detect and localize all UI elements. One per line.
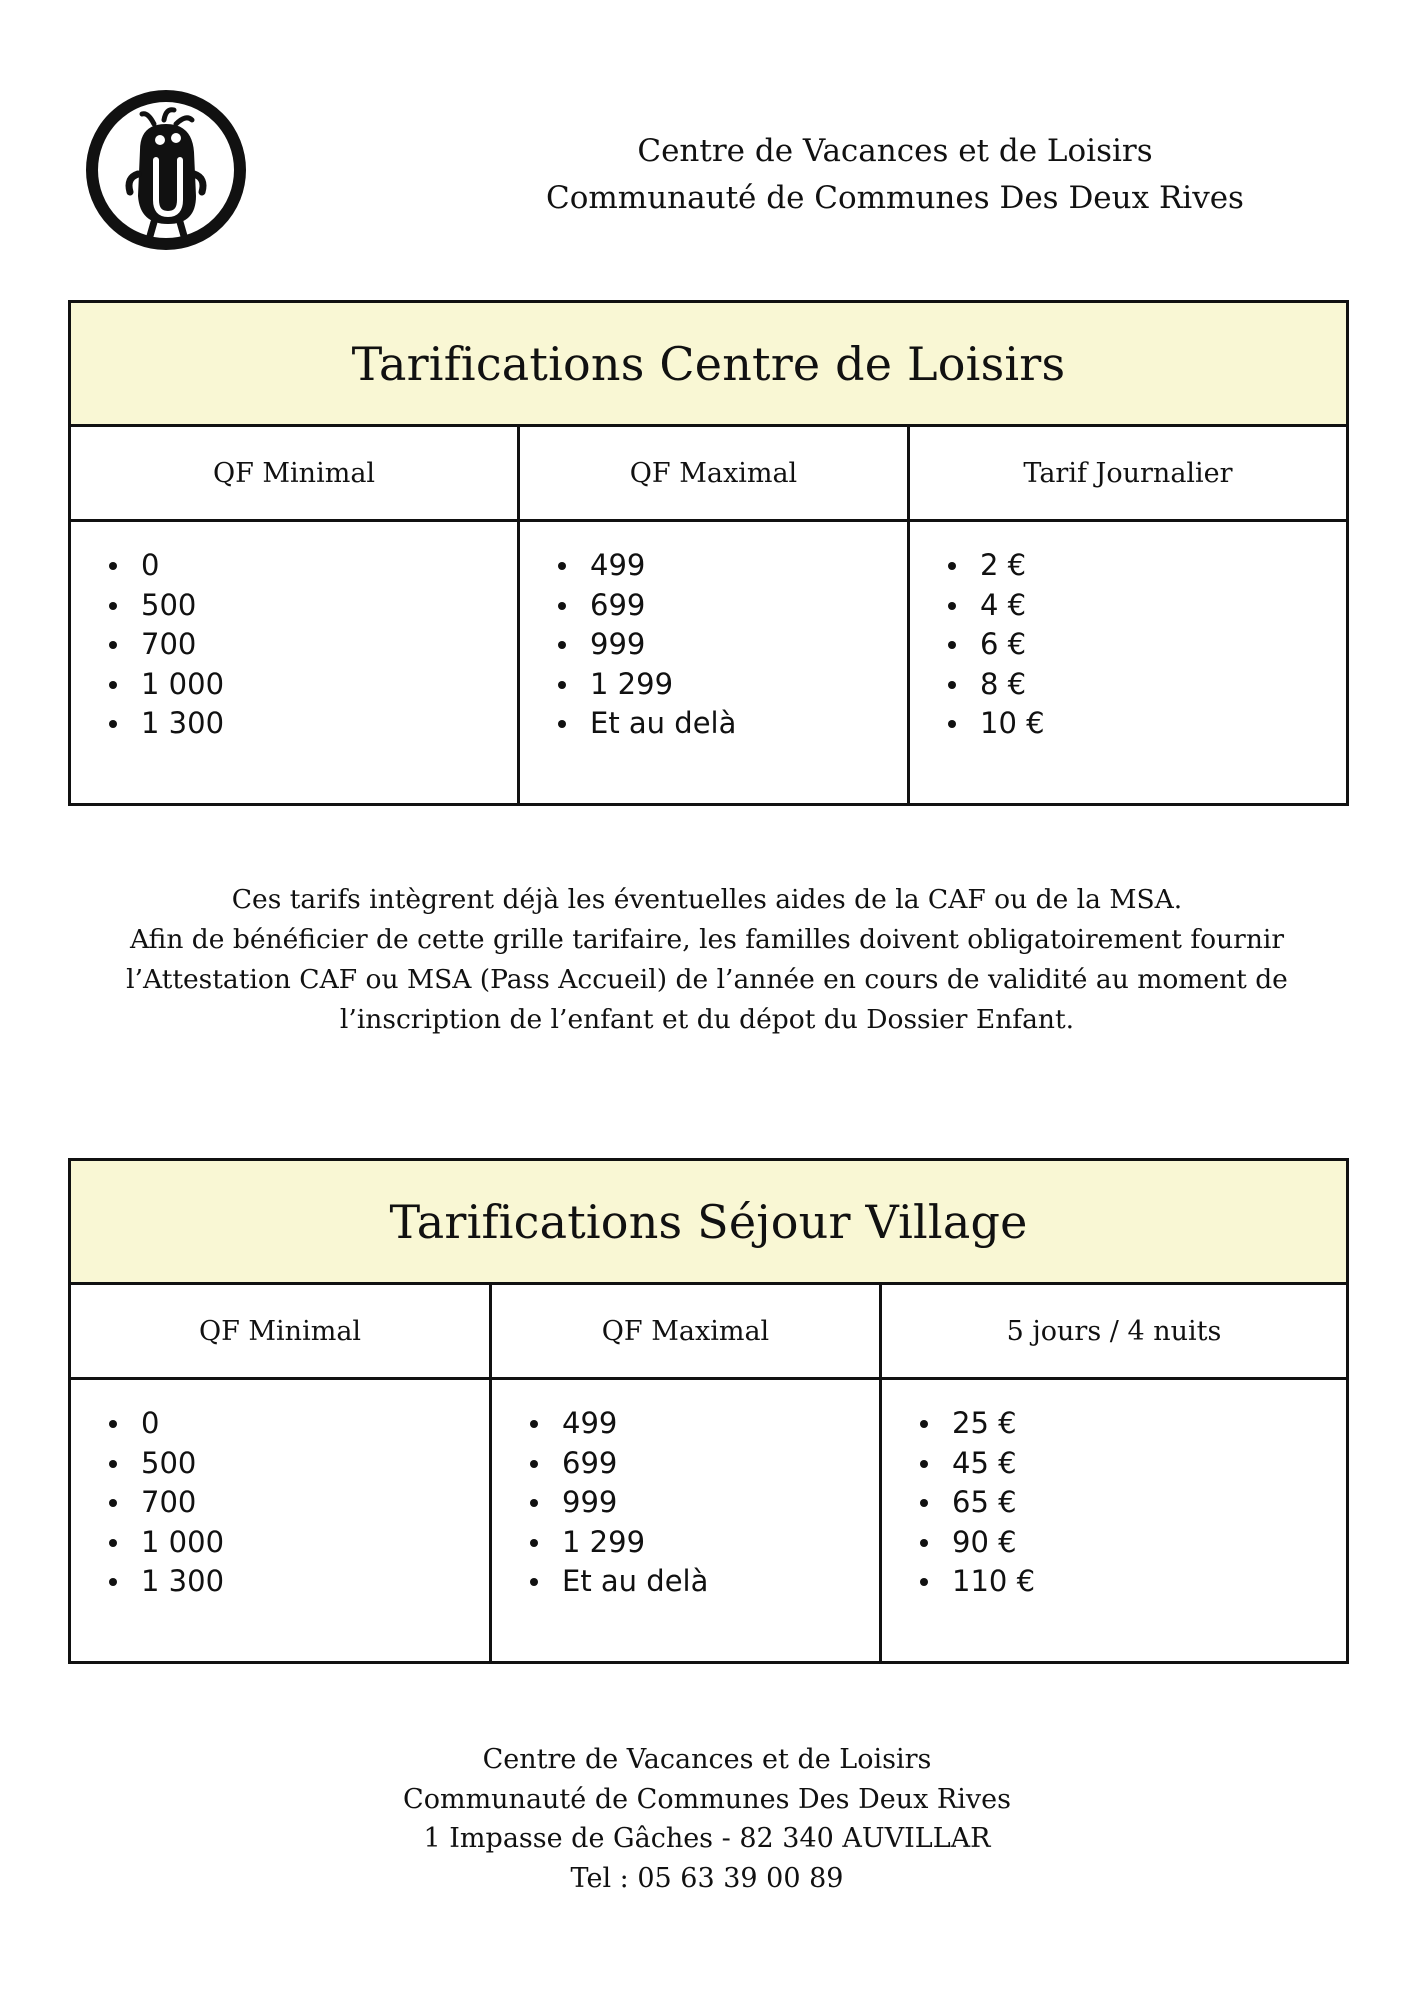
- header-line-2: Communauté de Communes Des Deux Rives: [546, 180, 1244, 216]
- list-item: 1 300: [141, 704, 517, 744]
- tarif-list: [882, 1380, 1346, 1602]
- column-header: QF Minimal: [212, 457, 376, 489]
- list-item: 1 299: [590, 665, 907, 705]
- column-header: QF Maximal: [517, 427, 907, 519]
- note-line: Afin de bénéficier de cette grille tarifaire, les familles doivent obligatoirement fournir: [129, 924, 1285, 955]
- table-title: Tarifications Séjour Village: [71, 1161, 1346, 1285]
- list-item: 1 000: [141, 1523, 489, 1563]
- header-line-1: Centre de Vacances et de Loisirs: [637, 133, 1153, 169]
- list-item: 1 300: [141, 1562, 489, 1602]
- table-body-row: [71, 1380, 1346, 1664]
- list-item: 500: [141, 1444, 489, 1484]
- footer-contact: [300, 1740, 1114, 1898]
- qf-max-list: [492, 1380, 879, 1602]
- list-item: 10 €: [980, 704, 1346, 744]
- pricing-table-sejour-village: [68, 1158, 1349, 1664]
- header: [400, 128, 1390, 222]
- list-item: 8 €: [980, 665, 1346, 705]
- column-header: QF Maximal: [489, 1285, 879, 1377]
- list-item: 45 €: [952, 1444, 1346, 1484]
- footer-line: Centre de Vacances et de Loisirs: [482, 1744, 932, 1775]
- qf-max-cell: [517, 522, 907, 806]
- note-line: l’inscription de l’enfant et du dépot du Dossier Enfant.: [339, 1004, 1075, 1035]
- qf-max-list: [520, 522, 907, 744]
- qf-min-list: [71, 1380, 489, 1602]
- list-item: 499: [590, 546, 907, 586]
- qf-min-cell: [71, 522, 517, 806]
- list-item: Et au delà: [590, 704, 907, 744]
- footer-phone: Tel : 05 63 39 00 89: [570, 1862, 844, 1894]
- table-title: Tarifications Centre de Loisirs: [71, 303, 1346, 427]
- list-item: 500: [141, 586, 517, 626]
- list-item: 700: [141, 625, 517, 665]
- list-item: 999: [562, 1483, 879, 1523]
- tarif-cell: [907, 522, 1346, 806]
- footer-address: 1 Impasse de Gâches - 82 340 AUVILLAR: [423, 1823, 991, 1854]
- list-item: 1 000: [141, 665, 517, 705]
- list-item: 110 €: [952, 1562, 1346, 1602]
- column-header: QF Minimal: [198, 1315, 362, 1347]
- list-item: 65 €: [952, 1483, 1346, 1523]
- table-body-row: [71, 522, 1346, 806]
- tarif-cell: [879, 1380, 1346, 1664]
- list-item: 0: [141, 546, 517, 586]
- pricing-table-centre-de-loisirs: [68, 300, 1349, 806]
- footer-line: Communauté de Communes Des Deux Rives: [403, 1783, 1011, 1815]
- list-item: 2 €: [980, 546, 1346, 586]
- list-item: 6 €: [980, 625, 1346, 665]
- list-item: 700: [141, 1483, 489, 1523]
- column-header: Tarif Journalier: [907, 427, 1346, 519]
- pricing-note: [60, 880, 1354, 1040]
- list-item: 699: [562, 1444, 879, 1484]
- list-item: 90 €: [952, 1523, 1346, 1563]
- list-item: 4 €: [980, 586, 1346, 626]
- list-item: 499: [562, 1404, 879, 1444]
- table-header-row: [71, 1285, 1346, 1380]
- list-item: 25 €: [952, 1404, 1346, 1444]
- qf-min-cell: [71, 1380, 489, 1664]
- tarif-list: [910, 522, 1346, 744]
- list-item: 0: [141, 1404, 489, 1444]
- column-header: 5 jours / 4 nuits: [879, 1285, 1346, 1377]
- qf-min-list: [71, 522, 517, 744]
- list-item: 999: [590, 625, 907, 665]
- list-item: 699: [590, 586, 907, 626]
- table-header-row: [71, 427, 1346, 522]
- qf-max-cell: [489, 1380, 879, 1664]
- list-item: 1 299: [562, 1523, 879, 1563]
- bug-character-logo-icon: [84, 88, 248, 252]
- note-line: l’Attestation CAF ou MSA (Pass Accueil) de l’année en cours de validité au moment de: [126, 964, 1288, 995]
- note-line: Ces tarifs intègrent déjà les éventuelles aides de la CAF ou de la MSA.: [231, 884, 1183, 915]
- list-item: Et au delà: [562, 1562, 879, 1602]
